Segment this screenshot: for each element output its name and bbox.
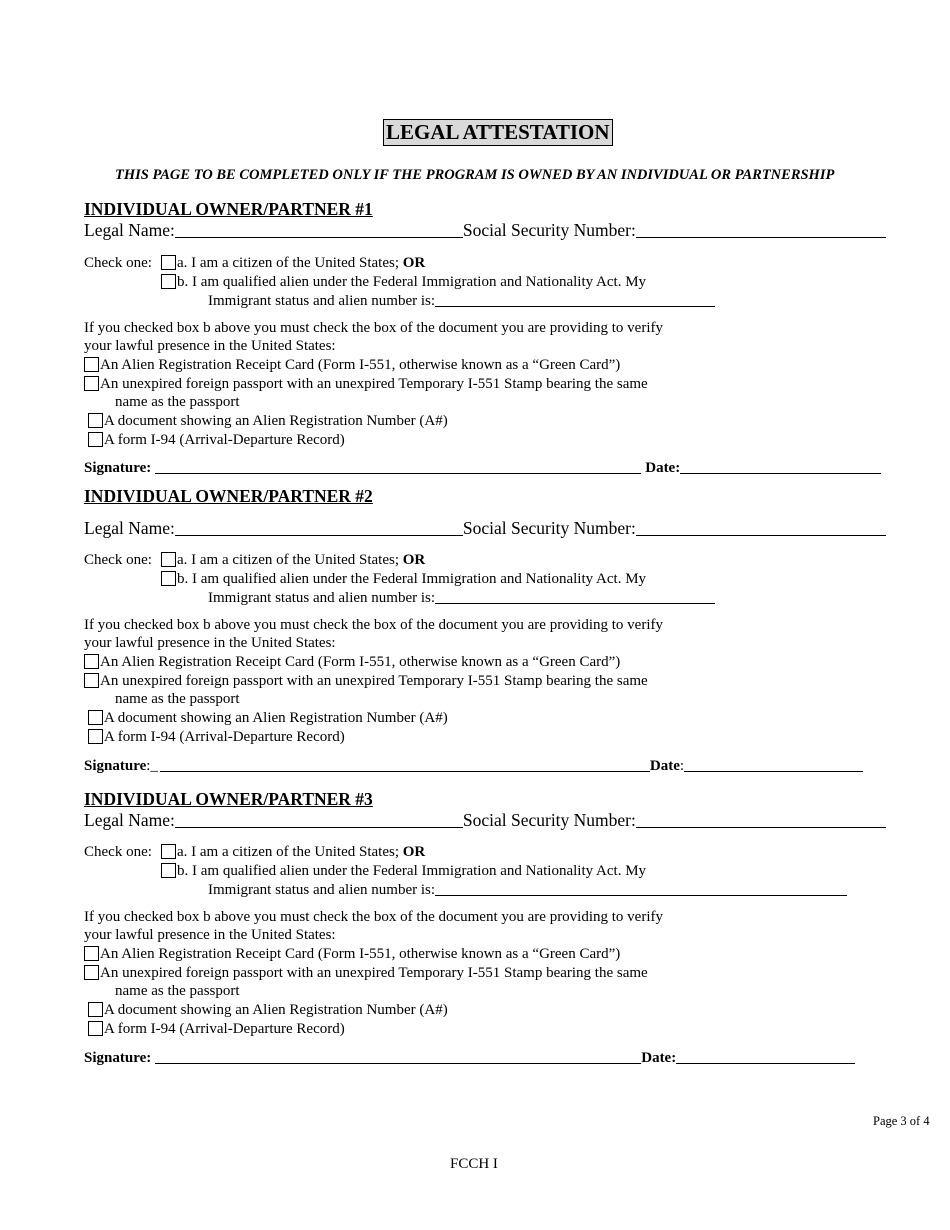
form-code: FCCH I [450,1156,498,1172]
legal-name-label: Legal Name: [84,220,175,240]
section-heading: INDIVIDUAL OWNER/PARTNER #2 [84,486,373,506]
i94-checkbox[interactable] [88,432,103,447]
alien-number-label: A document showing an Alien Registration Number (A#) [104,710,448,726]
signature-row [84,459,881,477]
legal-name-field[interactable] [175,222,463,238]
immigrant-status-field[interactable] [435,589,715,604]
date-field[interactable] [684,757,863,772]
immigrant-status-row [208,589,715,608]
date-label: Date [649,758,680,774]
date-colon: : [679,758,685,774]
passport-label: An unexpired foreign passport with an unexpired Temporary I-551 Stamp bearing the same [100,376,648,392]
immigrant-status-field[interactable] [435,881,847,896]
option-b-label: b. I am qualified alien under the Federal Immigration and Nationality Act. My [177,863,647,879]
passport-label-cont: name as the passport [115,394,240,410]
signature-field[interactable] [155,1049,641,1064]
ssn-label: Social Security Number: [462,810,636,830]
green-card-checkbox[interactable] [84,946,99,961]
legal-name-label: Legal Name: [84,810,175,830]
doc-i94 [88,1020,345,1039]
alien-number-checkbox[interactable] [88,710,103,725]
legal-name-field[interactable] [175,812,463,828]
date-field[interactable] [680,459,881,474]
doc-passport [84,375,648,394]
green-card-label: An Alien Registration Receipt Card (Form I-551, otherwise known as a “Green Card”) [100,357,621,373]
doc-passport [84,672,648,691]
i94-label: A form I-94 (Arrival-Departure Record) [104,1021,345,1037]
doc-i94 [88,431,345,450]
immigrant-status-label: Immigrant status and alien number is: [208,293,436,309]
instruction-line-2: your lawful presence in the United States: [84,927,336,943]
doc-alien-number [88,1001,448,1020]
doc-passport [84,964,648,983]
legal-name-row [84,810,886,831]
check-one-label: Check one: [84,844,152,860]
or-label: OR [402,844,426,860]
legal-name-label: Legal Name: [84,518,175,538]
doc-alien-number [88,709,448,728]
option-a [161,254,425,273]
qualified-alien-checkbox[interactable] [161,571,176,586]
page-title: LEGAL ATTESTATION [383,119,613,146]
i94-checkbox[interactable] [88,1021,103,1036]
signature-field[interactable] [155,459,641,474]
signature-label: Signature: [84,1050,152,1066]
date-field[interactable] [676,1049,855,1064]
citizen-checkbox[interactable] [161,255,176,270]
ssn-label: Social Security Number: [462,518,636,538]
option-b [161,273,646,292]
or-label: OR [402,552,426,568]
option-b [161,862,646,881]
signature-label: Signature [84,758,147,774]
citizen-checkbox[interactable] [161,552,176,567]
legal-name-row [84,220,886,241]
passport-label-cont: name as the passport [115,691,240,707]
green-card-label: An Alien Registration Receipt Card (Form I-551, otherwise known as a “Green Card”) [100,946,621,962]
signature-field[interactable] [160,757,650,772]
immigrant-status-field[interactable] [435,292,715,307]
page-subtitle: THIS PAGE TO BE COMPLETED ONLY IF THE PROGRAM IS OWNED BY AN INDIVIDUAL OR PARTNERSHIP [115,167,835,183]
section-heading: INDIVIDUAL OWNER/PARTNER #1 [84,199,373,219]
alien-number-label: A document showing an Alien Registration Number (A#) [104,413,448,429]
i94-label: A form I-94 (Arrival-Departure Record) [104,432,345,448]
ssn-field[interactable] [636,520,886,536]
instruction-line-1: If you checked box b above you must check the box of the document you are providing to verify [84,909,664,925]
green-card-checkbox[interactable] [84,357,99,372]
passport-label: An unexpired foreign passport with an unexpired Temporary I-551 Stamp bearing the same [100,965,648,981]
date-label: Date: [645,460,681,476]
section-heading: INDIVIDUAL OWNER/PARTNER #3 [84,789,373,809]
instruction-line-1: If you checked box b above you must check the box of the document you are providing to verify [84,617,664,633]
ssn-field[interactable] [636,222,886,238]
alien-number-checkbox[interactable] [88,1002,103,1017]
i94-label: A form I-94 (Arrival-Departure Record) [104,729,345,745]
doc-i94 [88,728,345,747]
qualified-alien-checkbox[interactable] [161,863,176,878]
ssn-field[interactable] [636,812,886,828]
legal-name-row [84,518,886,539]
doc-green-card [84,653,620,672]
option-b-label: b. I am qualified alien under the Federal Immigration and Nationality Act. My [177,571,647,587]
option-a [161,843,425,862]
green-card-checkbox[interactable] [84,654,99,669]
page-number: Page 3 of 4 [873,1114,930,1128]
option-b-label: b. I am qualified alien under the Federal Immigration and Nationality Act. My [177,274,647,290]
signature-colon: :_ [146,758,158,774]
passport-checkbox[interactable] [84,673,99,688]
passport-checkbox[interactable] [84,376,99,391]
ssn-label: Social Security Number: [462,220,636,240]
option-b [161,570,646,589]
immigrant-status-row [208,292,715,311]
signature-row [84,757,863,775]
instruction-line-2: your lawful presence in the United States: [84,338,336,354]
instruction-line-1: If you checked box b above you must check the box of the document you are providing to verify [84,320,664,336]
check-one-label: Check one: [84,552,152,568]
qualified-alien-checkbox[interactable] [161,274,176,289]
immigrant-status-row [208,881,847,900]
immigrant-status-label: Immigrant status and alien number is: [208,590,436,606]
green-card-label: An Alien Registration Receipt Card (Form I-551, otherwise known as a “Green Card”) [100,654,621,670]
date-label: Date: [641,1050,677,1066]
option-a-label: a. I am a citizen of the United States; [177,255,400,271]
i94-checkbox[interactable] [88,729,103,744]
option-a-label: a. I am a citizen of the United States; [177,552,400,568]
passport-label: An unexpired foreign passport with an unexpired Temporary I-551 Stamp bearing the same [100,673,648,689]
instruction-line-2: your lawful presence in the United States: [84,635,336,651]
option-a-label: a. I am a citizen of the United States; [177,844,400,860]
signature-label: Signature: [84,460,152,476]
passport-checkbox[interactable] [84,965,99,980]
check-one-label: Check one: [84,255,152,271]
citizen-checkbox[interactable] [161,844,176,859]
doc-alien-number [88,412,448,431]
option-a [161,551,425,570]
legal-name-field[interactable] [175,520,463,536]
doc-green-card [84,356,620,375]
alien-number-checkbox[interactable] [88,413,103,428]
doc-green-card [84,945,620,964]
or-label: OR [402,255,426,271]
immigrant-status-label: Immigrant status and alien number is: [208,882,436,898]
alien-number-label: A document showing an Alien Registration Number (A#) [104,1002,448,1018]
signature-row [84,1049,855,1067]
passport-label-cont: name as the passport [115,983,240,999]
